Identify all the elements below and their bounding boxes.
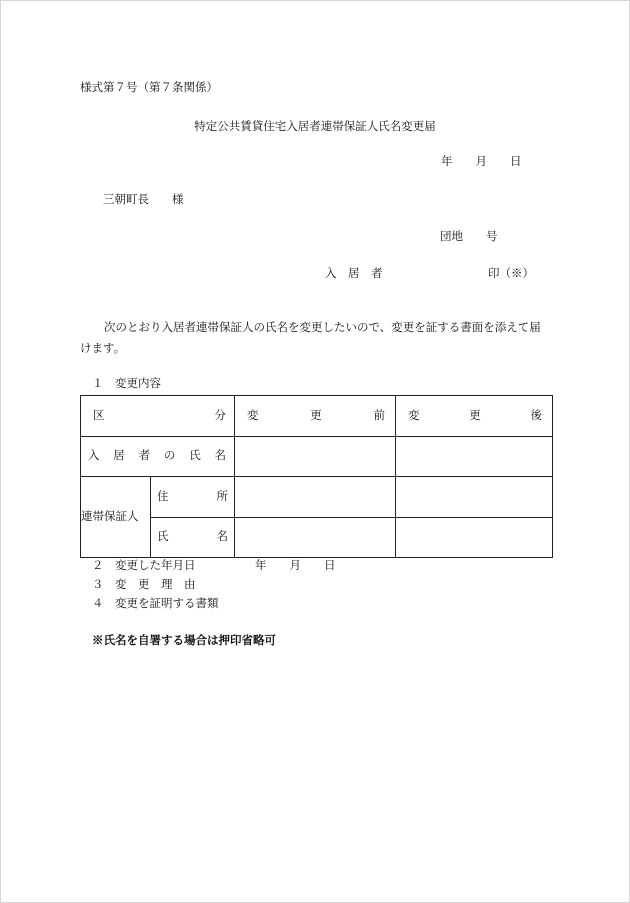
form-title: 特定公共賃貸住宅入居者連帯保証人氏名変更届	[194, 121, 436, 133]
distributed-char: 所	[216, 490, 228, 503]
distributed-char: 後	[530, 409, 542, 422]
header-category	[81, 409, 234, 423]
distributed-char: 更	[310, 409, 322, 422]
distributed-char: 区	[93, 409, 105, 422]
distributed-char: 前	[373, 409, 385, 422]
guarantor-label-cell	[81, 477, 151, 558]
distributed-char: 名	[214, 450, 226, 463]
header-after-cell	[396, 396, 553, 437]
header-category-cell	[81, 396, 235, 437]
address-label-cell	[151, 477, 235, 518]
section-4-heading: ４ 変更を証明する書類	[92, 598, 219, 610]
body-text-line-2: けます。	[80, 343, 126, 355]
distributed-char: 分	[214, 409, 226, 422]
header-before	[235, 409, 395, 423]
address-after-cell	[396, 477, 553, 518]
distributed-char: 更	[469, 409, 481, 422]
header-before-cell	[235, 396, 396, 437]
distributed-char: 住	[157, 490, 169, 503]
distributed-char: 居	[113, 450, 125, 463]
section-2-heading: ２ 変更した年月日	[92, 560, 196, 572]
name-label	[151, 530, 234, 544]
address-before-cell	[235, 477, 396, 518]
distributed-char: 者	[138, 450, 151, 463]
form-number: 様式第７号（第７条関係）	[80, 82, 218, 94]
change-details-table	[80, 395, 553, 558]
table-header-row	[81, 396, 553, 437]
section-1-heading: １ 変更内容	[92, 378, 161, 390]
address-label	[151, 490, 234, 504]
table-row-guarantor-address	[81, 477, 553, 518]
header-after	[396, 409, 552, 423]
guarantor-label: 連帯保証人	[81, 511, 139, 523]
change-date: 年 月 日	[255, 560, 336, 572]
distributed-char: 氏	[157, 531, 169, 544]
name-before-cell	[235, 517, 396, 558]
resident-label: 入 居 者	[325, 268, 383, 280]
resident-name-after-cell	[396, 436, 553, 477]
distributed-char: 名	[216, 531, 228, 544]
name-after-cell	[396, 517, 553, 558]
submission-date: 年 月 日	[441, 156, 522, 168]
distributed-char: 入	[88, 450, 100, 463]
addressee: 三朝町長 様	[103, 194, 184, 206]
distributed-char: 氏	[189, 450, 201, 463]
housing-unit: 団地 号	[440, 231, 498, 243]
resident-name-label	[81, 449, 234, 463]
body-text-line-1: 次のとおり入居者連帯保証人の氏名を変更したいので、変更を証する書面を添えて届	[104, 322, 541, 334]
resident-name-before-cell	[235, 436, 396, 477]
table-row-guarantor-name	[81, 517, 553, 558]
section-3-heading: ３ 変 更 理 由	[92, 579, 196, 591]
table-row-resident-name	[81, 436, 553, 477]
seal-label: 印（※）	[488, 268, 534, 280]
name-label-cell	[151, 517, 235, 558]
distributed-char: 変	[408, 409, 420, 422]
distributed-char: の	[163, 450, 176, 463]
distributed-char: 変	[247, 409, 259, 422]
resident-name-label-cell	[81, 436, 235, 477]
seal-omission-note: ※氏名を自署する場合は押印省略可	[92, 635, 276, 647]
